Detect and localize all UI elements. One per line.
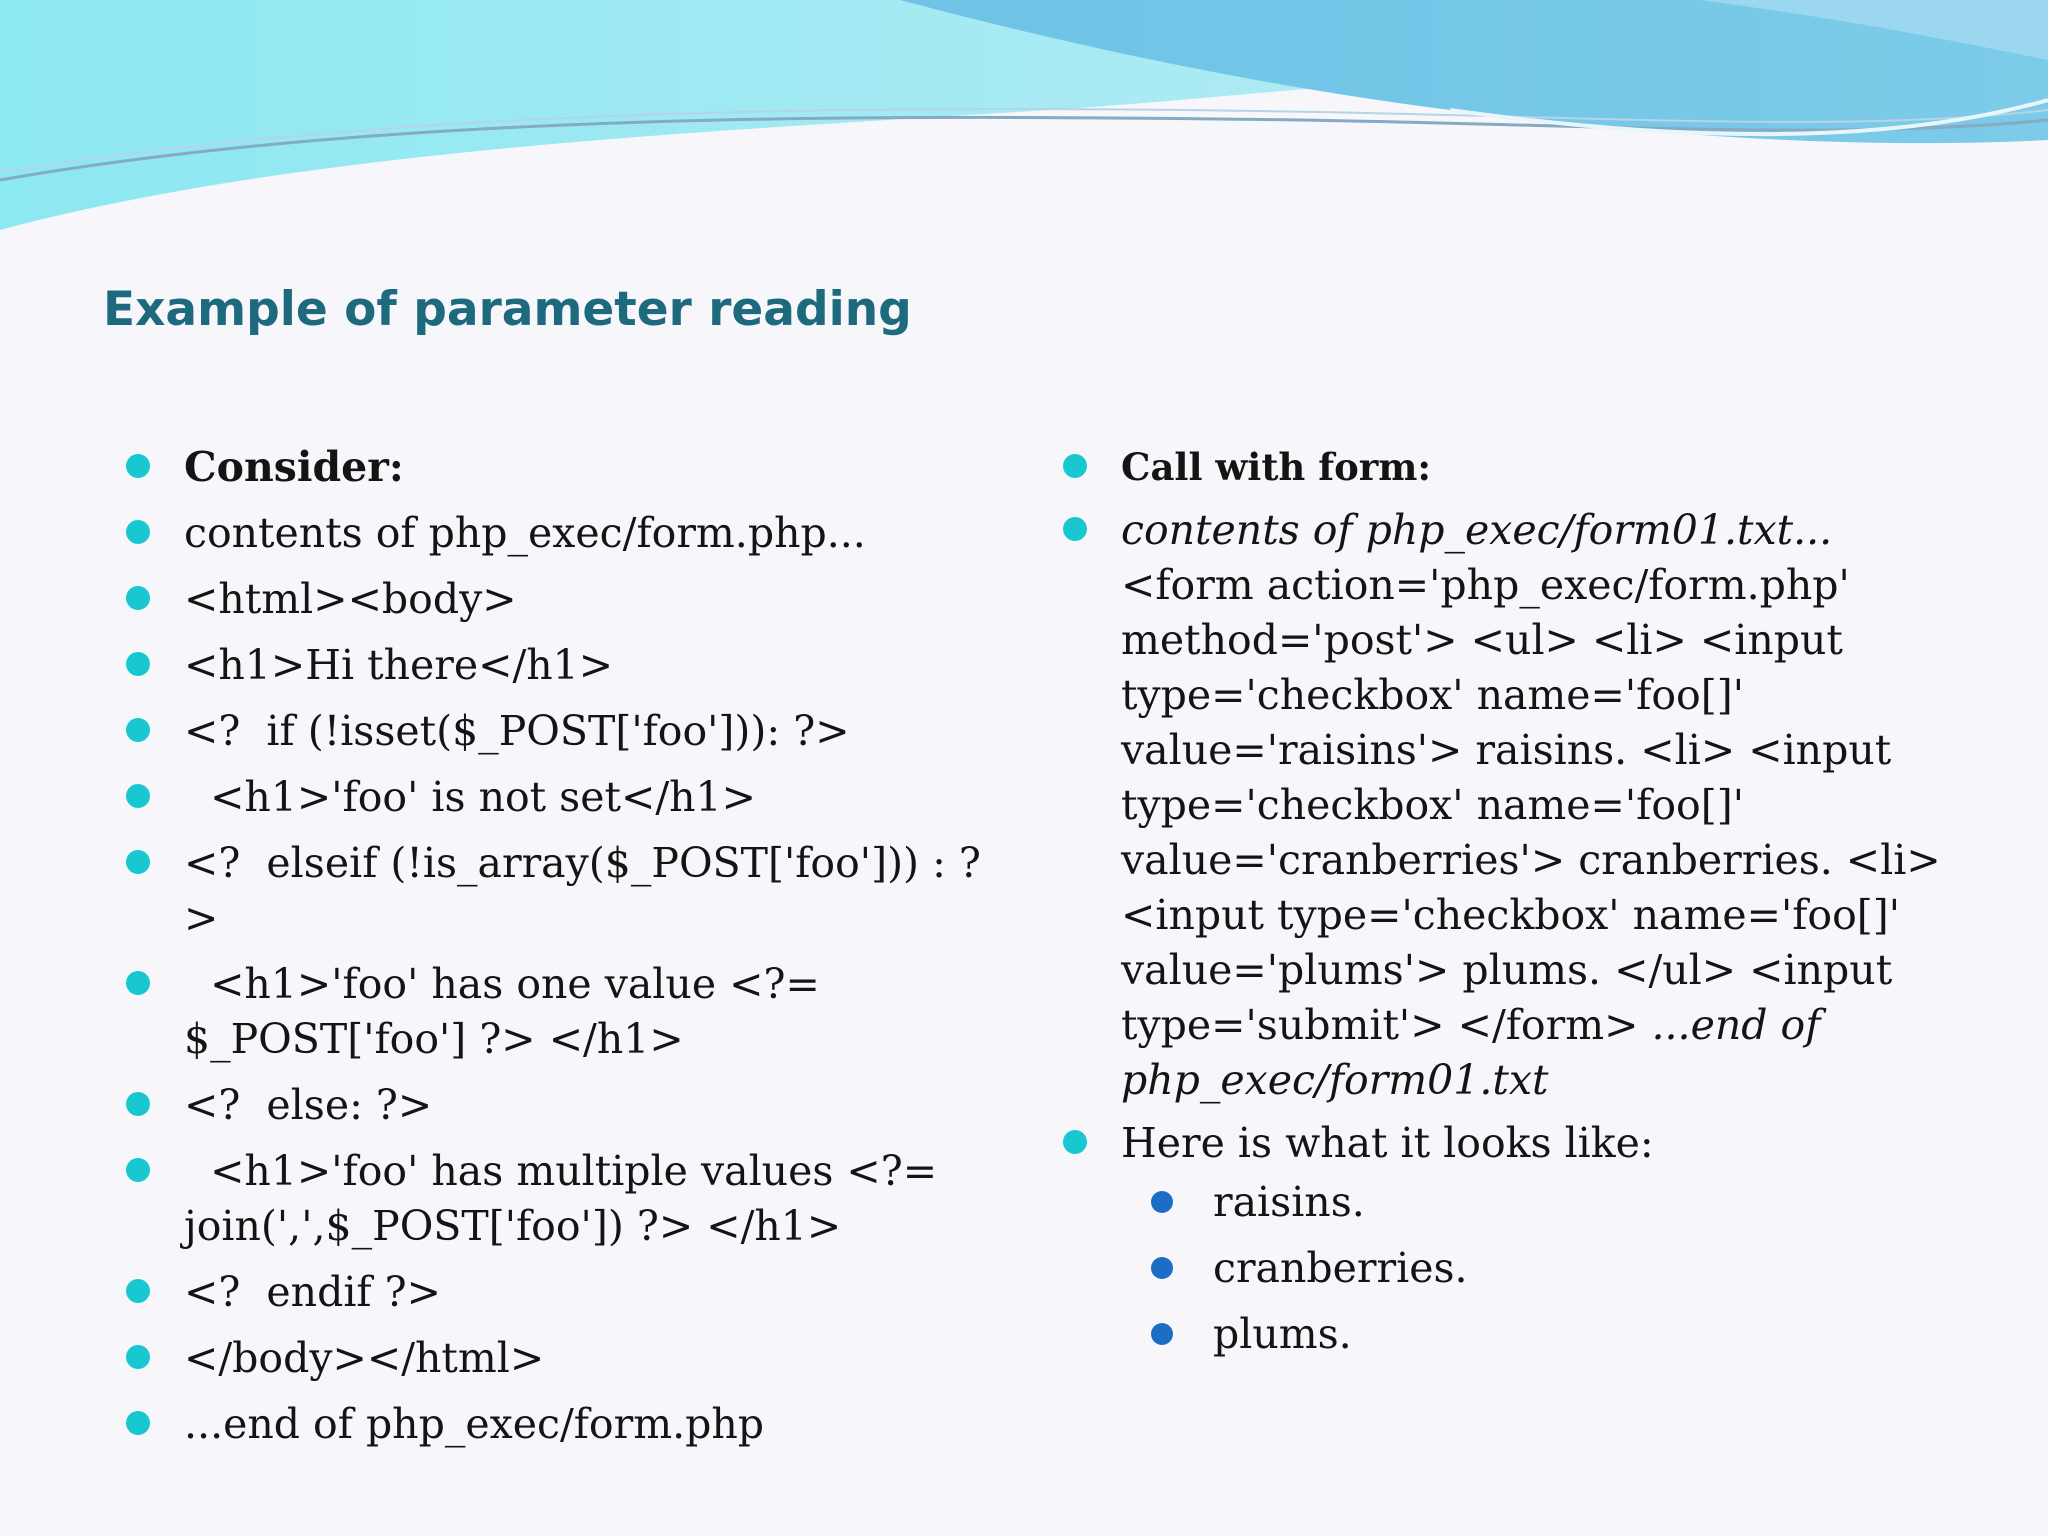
list-item: <h1>Hi there</h1> bbox=[126, 638, 986, 693]
bullet-icon bbox=[126, 1279, 150, 1303]
list-item: <? if (!isset($_POST['foo'])): ?> bbox=[126, 704, 986, 759]
list-item: ...end of php_exec/form.php bbox=[126, 1397, 986, 1452]
bullet-icon bbox=[126, 652, 150, 676]
bullet-icon bbox=[1151, 1257, 1173, 1279]
sub-list-item: raisins. bbox=[1063, 1175, 1943, 1230]
bullet-icon bbox=[126, 971, 150, 995]
list-item: <h1>'foo' has multiple values <?= join(',',$_POST['foo']) ?> </h1> bbox=[126, 1144, 986, 1254]
list-item: <h1>'foo' is not set</h1> bbox=[126, 770, 986, 825]
slide-title: Example of parameter reading bbox=[103, 282, 912, 337]
list-item: <? endif ?> bbox=[126, 1265, 986, 1320]
bullet-icon bbox=[126, 784, 150, 808]
list-item: Call with form: bbox=[1063, 440, 1943, 495]
bullet-icon bbox=[126, 1092, 150, 1116]
bullet-icon bbox=[1063, 517, 1087, 541]
bullet-icon bbox=[126, 1345, 150, 1369]
sub-list-item: cranberries. bbox=[1063, 1241, 1943, 1296]
bullet-icon bbox=[126, 1411, 150, 1435]
list-item: Consider: bbox=[126, 440, 986, 495]
bullet-icon bbox=[1151, 1323, 1173, 1345]
bullet-icon bbox=[126, 520, 150, 544]
list-item: <h1>'foo' has one value <?= $_POST['foo'] ?> </h1> bbox=[126, 957, 986, 1067]
left-bullet-list bbox=[126, 440, 986, 1463]
bullet-icon bbox=[126, 1158, 150, 1182]
header-wave-decoration bbox=[0, 0, 2048, 240]
list-item: contents of php_exec/form.php... bbox=[126, 506, 986, 561]
form-source-item bbox=[1063, 503, 1943, 1108]
bullet-icon bbox=[126, 850, 150, 874]
list-item: Here is what it looks like: raisins. cranberries. plums. bbox=[1063, 1116, 1943, 1362]
form-source-code: <form action='php_exec/form.php' method='post'> <ul> <li> <input type='checkbox' name='foo[]' value='raisins'> raisins. <li> <input type='checkbox' name='foo[]' value='cranberries'> cranberries. <li> <input type='checkbox' name='foo[]' value='plums'> plums. </ul> <input type='submit'> </form> bbox=[1121, 561, 1941, 1049]
bullet-icon bbox=[126, 586, 150, 610]
bullet-icon bbox=[126, 718, 150, 742]
list-item: <html><body> bbox=[126, 572, 986, 627]
bullet-icon bbox=[1151, 1191, 1173, 1213]
right-bullet-list bbox=[1063, 440, 1943, 1373]
form-source-intro: contents of php_exec/form01.txt... bbox=[1121, 506, 1833, 554]
bullet-icon bbox=[1063, 1130, 1087, 1154]
list-item: <? else: ?> bbox=[126, 1078, 986, 1133]
sub-list-item: plums. bbox=[1063, 1307, 1943, 1362]
form-source-outro: ...end of php_exec/form01.txt bbox=[1121, 1001, 1821, 1104]
bullet-icon bbox=[1063, 454, 1087, 478]
list-item: <? elseif (!is_array($_POST['foo'])) : ?> bbox=[126, 836, 986, 946]
list-item: </body></html> bbox=[126, 1331, 986, 1386]
bullet-icon bbox=[126, 454, 150, 478]
result-sub-list bbox=[1121, 1175, 1943, 1362]
